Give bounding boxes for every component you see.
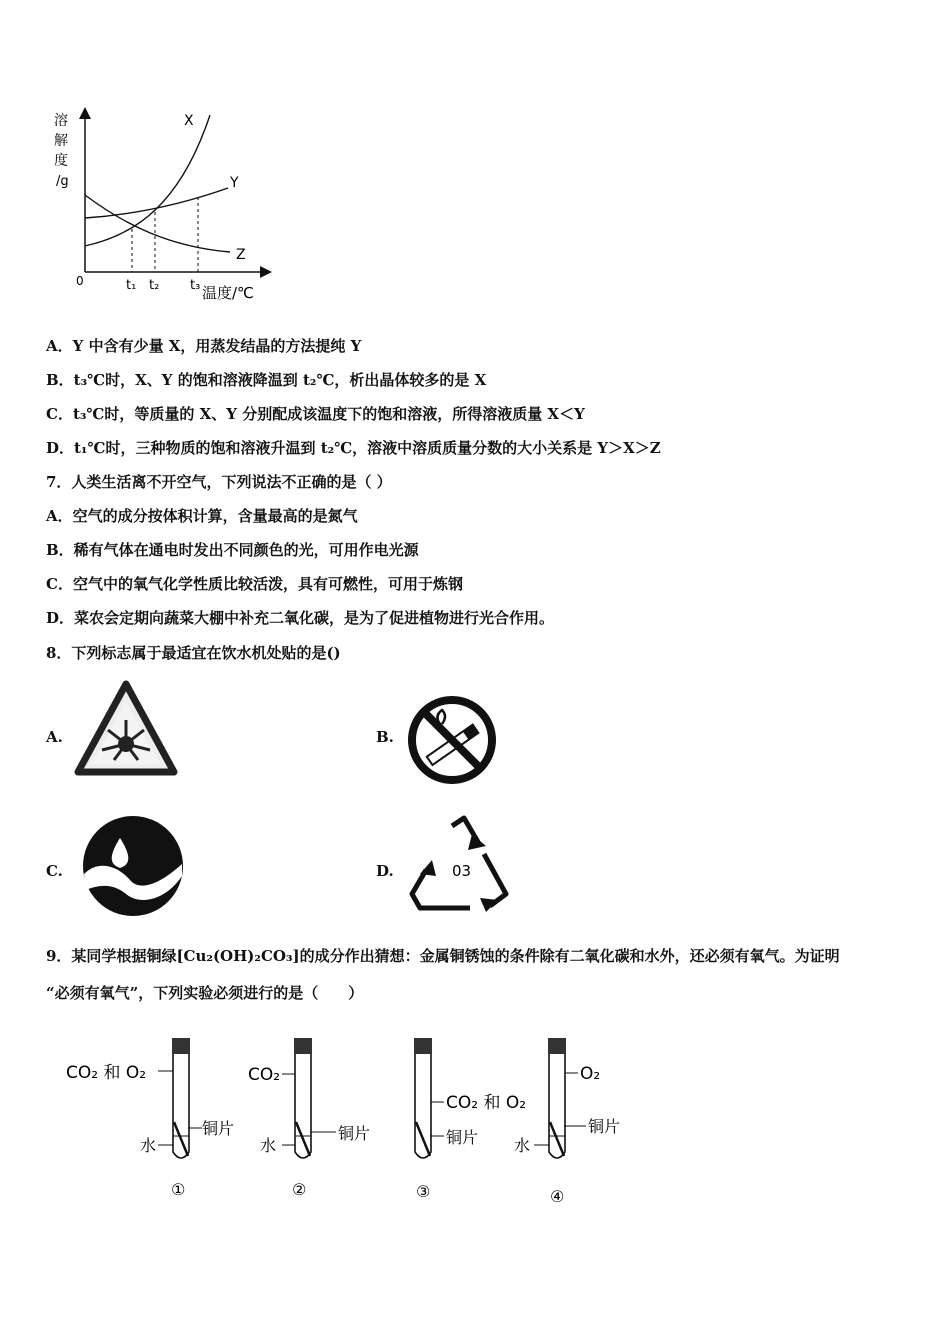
recycle-code: 03	[452, 862, 472, 880]
tube-3-number: ③	[416, 1182, 431, 1201]
tube-2-liquid: 水	[260, 1136, 277, 1155]
no-smoking-icon	[406, 694, 498, 786]
ylabel-1: 溶	[54, 113, 68, 129]
q7-option-a: A．空气的成分按体积计算，含量最高的是氮气	[46, 507, 358, 525]
tube-4-number: ④	[550, 1187, 565, 1206]
q7-option-b: B．稀有气体在通电时发出不同颜色的光，可用作电光源	[46, 541, 419, 559]
tube-4-gas: O₂	[580, 1064, 601, 1084]
q9-stem-line1: 9．某同学根据铜绿[Cu₂(OH)₂CO₃]的成分作出猜想：金属铜锈蚀的条件除有二氧化碳和水外，还必须有氧气。为证明	[46, 947, 840, 965]
tick-t2: t₂	[149, 278, 160, 293]
origin-label: 0	[76, 274, 84, 288]
ylabel-3: 度	[54, 153, 68, 169]
curve-y	[85, 188, 228, 218]
q8-label-c: C.	[46, 862, 63, 880]
tube-3	[414, 1038, 526, 1201]
q6-option-b: B．t₃℃时，X、Y 的饱和溶液降温到 t₂℃，析出晶体较多的是 X	[46, 371, 487, 389]
q6-option-c: C．t₃℃时，等质量的 X、Y 分别配成该温度下的饱和溶液，所得溶液质量 X＜Y	[46, 405, 585, 423]
solubility-graph	[40, 105, 280, 305]
water-saving-icon	[80, 814, 186, 918]
recycle-icon	[406, 814, 520, 914]
q9-stem-line2: “必须有氧气”，下列实验必须进行的是（ ）	[46, 984, 364, 1002]
tube-4-solid: 铜片	[588, 1117, 621, 1136]
tube-4-liquid: 水	[514, 1136, 531, 1155]
tube-2-solid: 铜片	[338, 1124, 371, 1143]
ylabel-4: /g	[56, 174, 69, 189]
xlabel: 温度/℃	[202, 284, 254, 302]
q8-label-b: B.	[376, 728, 394, 746]
ylabel-2: 解	[54, 133, 68, 149]
q8-label-a: A.	[46, 728, 63, 746]
tube-1-liquid: 水	[140, 1136, 157, 1155]
curve-y-label: Y	[230, 175, 239, 191]
tube-4	[514, 1038, 620, 1206]
q6-option-a: A．Y 中含有少量 X，用蒸发结晶的方法提纯 Y	[46, 337, 362, 355]
q8-stem: 8．下列标志属于最适宜在饮水机处贴的是()	[46, 644, 341, 662]
tick-t3: t₃	[190, 278, 201, 293]
curve-z-label: Z	[236, 247, 246, 263]
tube-1-number: ①	[171, 1180, 186, 1199]
tube-1-solid: 铜片	[202, 1119, 235, 1138]
tick-t1: t₁	[126, 278, 137, 293]
tube-1-gas: CO₂ 和 O₂	[66, 1063, 147, 1083]
curve-x-label: X	[184, 113, 194, 129]
q8-label-d: D.	[376, 862, 394, 880]
q6-option-d: D．t₁℃时，三种物质的饱和溶液升温到 t₂℃，溶液中溶质质量分数的大小关系是 Y＞X＞Z	[46, 439, 661, 457]
tube-2	[248, 1038, 370, 1199]
q7-option-c: C．空气中的氧气化学性质比较活泼，具有可燃性，可用于炼钢	[46, 575, 463, 593]
tube-3-solid: 铜片	[446, 1128, 479, 1147]
test-tube-figure	[60, 1030, 660, 1215]
q7-option-d: D．菜农会定期向蔬菜大棚中补充二氧化碳，是为了促进植物进行光合作用。	[46, 609, 555, 627]
curve-z	[85, 195, 230, 252]
tube-2-number: ②	[292, 1180, 307, 1199]
tube-2-gas: CO₂	[248, 1065, 281, 1085]
q7-stem: 7．人类生活离不开空气，下列说法不正确的是（ ）	[46, 473, 392, 491]
curve-x	[85, 115, 210, 246]
tube-1	[66, 1038, 234, 1199]
explosive-warning-icon	[74, 680, 178, 778]
tube-3-gas: CO₂ 和 O₂	[446, 1093, 527, 1113]
